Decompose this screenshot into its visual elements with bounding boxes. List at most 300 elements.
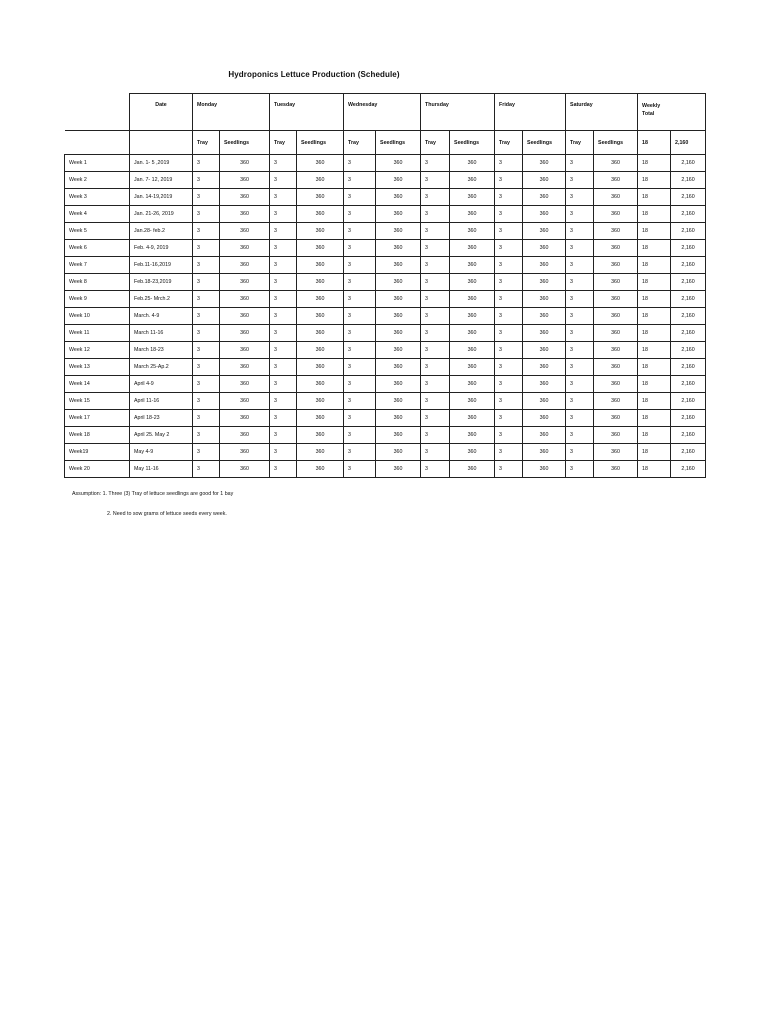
tray-cell: 3 <box>270 359 297 376</box>
seedlings-cell: 360 <box>297 308 344 325</box>
week-cell: Week 6 <box>65 240 130 257</box>
tray-cell: 3 <box>193 410 220 427</box>
seedlings-cell: 360 <box>376 427 421 444</box>
tray-cell: 3 <box>344 427 376 444</box>
total-seedlings-cell: 2,160 <box>671 427 706 444</box>
table-row <box>65 444 706 461</box>
tray-cell: 3 <box>421 410 450 427</box>
seedlings-cell: 360 <box>594 223 638 240</box>
tray-cell: 3 <box>193 172 220 189</box>
tray-cell: 3 <box>495 308 523 325</box>
header-weekly-total-label: Weekly Total <box>642 103 661 117</box>
seedlings-cell: 360 <box>297 206 344 223</box>
tray-cell: 3 <box>270 461 297 478</box>
week-cell: Week 12 <box>65 342 130 359</box>
tray-cell: 3 <box>495 410 523 427</box>
tray-cell: 3 <box>566 189 594 206</box>
seedlings-cell: 360 <box>523 325 566 342</box>
tray-cell: 3 <box>270 223 297 240</box>
week-cell: Week19 <box>65 444 130 461</box>
tray-cell: 3 <box>421 325 450 342</box>
tray-cell: 3 <box>270 257 297 274</box>
tray-cell: 3 <box>566 223 594 240</box>
seedlings-cell: 360 <box>297 189 344 206</box>
table-row <box>65 376 706 393</box>
date-cell: Feb.11-16,2019 <box>130 257 193 274</box>
total-seedlings-cell: 2,160 <box>671 274 706 291</box>
tray-cell: 3 <box>193 189 220 206</box>
tray-cell: 3 <box>421 393 450 410</box>
table-row <box>65 308 706 325</box>
tray-cell: 3 <box>193 291 220 308</box>
seedlings-cell: 360 <box>220 172 270 189</box>
tray-cell: 3 <box>421 172 450 189</box>
seedlings-cell: 360 <box>220 461 270 478</box>
tray-cell: 3 <box>344 223 376 240</box>
total-trays-cell: 18 <box>638 410 671 427</box>
tray-cell: 3 <box>566 257 594 274</box>
date-cell: April 11-16 <box>130 393 193 410</box>
seedlings-cell: 360 <box>220 393 270 410</box>
tray-cell: 3 <box>270 291 297 308</box>
week-cell: Week 5 <box>65 223 130 240</box>
tray-cell: 3 <box>566 427 594 444</box>
tray-cell: 3 <box>495 461 523 478</box>
tray-cell: 3 <box>495 155 523 172</box>
seedlings-cell: 360 <box>523 308 566 325</box>
subheader-tray: Tray <box>566 131 594 155</box>
seedlings-cell: 360 <box>220 427 270 444</box>
tray-cell: 3 <box>566 291 594 308</box>
seedlings-cell: 360 <box>450 325 495 342</box>
seedlings-cell: 360 <box>523 342 566 359</box>
seedlings-cell: 360 <box>450 359 495 376</box>
tray-cell: 3 <box>566 206 594 223</box>
seedlings-cell: 360 <box>594 189 638 206</box>
assumption-note-2: 2. Need to sow grams of lettuce seeds every week. <box>107 511 227 517</box>
total-trays-cell: 18 <box>638 240 671 257</box>
schedule-table <box>64 93 706 478</box>
seedlings-cell: 360 <box>220 444 270 461</box>
header-tuesday: Tuesday <box>270 94 344 131</box>
table-row <box>65 291 706 308</box>
seedlings-cell: 360 <box>220 410 270 427</box>
tray-cell: 3 <box>421 376 450 393</box>
tray-cell: 3 <box>270 427 297 444</box>
total-trays-cell: 18 <box>638 308 671 325</box>
seedlings-cell: 360 <box>376 308 421 325</box>
tray-cell: 3 <box>270 308 297 325</box>
tray-cell: 3 <box>421 274 450 291</box>
tray-cell: 3 <box>495 189 523 206</box>
seedlings-cell: 360 <box>376 257 421 274</box>
week-cell: Week 17 <box>65 410 130 427</box>
seedlings-cell: 360 <box>450 393 495 410</box>
tray-cell: 3 <box>344 325 376 342</box>
seedlings-cell: 360 <box>523 393 566 410</box>
date-cell: Feb.18-23,2019 <box>130 274 193 291</box>
seedlings-cell: 360 <box>297 155 344 172</box>
seedlings-cell: 360 <box>523 274 566 291</box>
total-seedlings-cell: 2,160 <box>671 308 706 325</box>
tray-cell: 3 <box>270 155 297 172</box>
date-cell: Feb. 4-9, 2019 <box>130 240 193 257</box>
tray-cell: 3 <box>193 206 220 223</box>
seedlings-cell: 360 <box>297 444 344 461</box>
seedlings-cell: 360 <box>523 359 566 376</box>
tray-cell: 3 <box>566 308 594 325</box>
total-trays-cell: 18 <box>638 189 671 206</box>
seedlings-cell: 360 <box>220 155 270 172</box>
date-cell: May 4-9 <box>130 444 193 461</box>
subheader-total-seedlings: 2,160 <box>671 131 706 155</box>
total-trays-cell: 18 <box>638 393 671 410</box>
tray-cell: 3 <box>344 189 376 206</box>
table-row <box>65 393 706 410</box>
seedlings-cell: 360 <box>450 461 495 478</box>
tray-cell: 3 <box>495 359 523 376</box>
seedlings-cell: 360 <box>297 393 344 410</box>
seedlings-cell: 360 <box>523 376 566 393</box>
seedlings-cell: 360 <box>594 427 638 444</box>
tray-cell: 3 <box>566 410 594 427</box>
seedlings-cell: 360 <box>376 189 421 206</box>
tray-cell: 3 <box>193 393 220 410</box>
week-cell: Week 7 <box>65 257 130 274</box>
seedlings-cell: 360 <box>450 172 495 189</box>
tray-cell: 3 <box>495 223 523 240</box>
tray-cell: 3 <box>495 393 523 410</box>
total-trays-cell: 18 <box>638 427 671 444</box>
week-cell: Week 10 <box>65 308 130 325</box>
total-seedlings-cell: 2,160 <box>671 257 706 274</box>
seedlings-cell: 360 <box>594 240 638 257</box>
subheader-blank-cell <box>65 131 130 155</box>
seedlings-cell: 360 <box>594 410 638 427</box>
table-row <box>65 461 706 478</box>
seedlings-cell: 360 <box>376 359 421 376</box>
tray-cell: 3 <box>344 342 376 359</box>
seedlings-cell: 360 <box>220 223 270 240</box>
date-cell: March 18-23 <box>130 342 193 359</box>
week-cell: Week 4 <box>65 206 130 223</box>
subheader-seedlings: Seedlings <box>594 131 638 155</box>
date-cell: Jan.28- feb.2 <box>130 223 193 240</box>
seedlings-cell: 360 <box>376 223 421 240</box>
subheader-tray: Tray <box>495 131 523 155</box>
header-date: Date <box>130 94 193 131</box>
tray-cell: 3 <box>566 342 594 359</box>
tray-cell: 3 <box>344 393 376 410</box>
tray-cell: 3 <box>193 240 220 257</box>
seedlings-cell: 360 <box>376 274 421 291</box>
date-cell: March. 4-9 <box>130 308 193 325</box>
week-cell: Week 11 <box>65 325 130 342</box>
table-row <box>65 359 706 376</box>
date-cell: March 11-16 <box>130 325 193 342</box>
tray-cell: 3 <box>270 444 297 461</box>
total-seedlings-cell: 2,160 <box>671 393 706 410</box>
table-row <box>65 223 706 240</box>
tray-cell: 3 <box>344 376 376 393</box>
tray-cell: 3 <box>270 376 297 393</box>
tray-cell: 3 <box>495 376 523 393</box>
subheader-seedlings: Seedlings <box>376 131 421 155</box>
total-seedlings-cell: 2,160 <box>671 172 706 189</box>
seedlings-cell: 360 <box>523 444 566 461</box>
seedlings-cell: 360 <box>376 461 421 478</box>
table-row <box>65 325 706 342</box>
tray-cell: 3 <box>421 308 450 325</box>
total-trays-cell: 18 <box>638 376 671 393</box>
tray-cell: 3 <box>193 359 220 376</box>
tray-cell: 3 <box>566 155 594 172</box>
tray-cell: 3 <box>421 461 450 478</box>
tray-cell: 3 <box>566 240 594 257</box>
total-seedlings-cell: 2,160 <box>671 461 706 478</box>
seedlings-cell: 360 <box>523 155 566 172</box>
seedlings-cell: 360 <box>376 376 421 393</box>
header-saturday: Saturday <box>566 94 638 131</box>
seedlings-cell: 360 <box>297 274 344 291</box>
seedlings-cell: 360 <box>450 223 495 240</box>
date-cell: Jan. 21-26, 2019 <box>130 206 193 223</box>
tray-cell: 3 <box>270 189 297 206</box>
seedlings-cell: 360 <box>450 410 495 427</box>
seedlings-cell: 360 <box>523 410 566 427</box>
table-row <box>65 274 706 291</box>
seedlings-cell: 360 <box>450 427 495 444</box>
tray-cell: 3 <box>193 427 220 444</box>
seedlings-cell: 360 <box>297 223 344 240</box>
seedlings-cell: 360 <box>594 444 638 461</box>
tray-cell: 3 <box>495 444 523 461</box>
tray-cell: 3 <box>495 427 523 444</box>
seedlings-cell: 360 <box>594 359 638 376</box>
total-seedlings-cell: 2,160 <box>671 342 706 359</box>
tray-cell: 3 <box>495 257 523 274</box>
total-trays-cell: 18 <box>638 342 671 359</box>
tray-cell: 3 <box>495 325 523 342</box>
tray-cell: 3 <box>421 240 450 257</box>
total-trays-cell: 18 <box>638 155 671 172</box>
week-cell: Week 18 <box>65 427 130 444</box>
seedlings-cell: 360 <box>594 308 638 325</box>
tray-cell: 3 <box>344 291 376 308</box>
tray-cell: 3 <box>270 410 297 427</box>
total-trays-cell: 18 <box>638 223 671 240</box>
seedlings-cell: 360 <box>297 359 344 376</box>
tray-cell: 3 <box>421 189 450 206</box>
tray-cell: 3 <box>421 223 450 240</box>
seedlings-cell: 360 <box>220 342 270 359</box>
header-thursday: Thursday <box>421 94 495 131</box>
table-row <box>65 342 706 359</box>
tray-cell: 3 <box>495 274 523 291</box>
seedlings-cell: 360 <box>220 291 270 308</box>
seedlings-cell: 360 <box>220 240 270 257</box>
total-trays-cell: 18 <box>638 359 671 376</box>
seedlings-cell: 360 <box>594 172 638 189</box>
tray-cell: 3 <box>270 206 297 223</box>
subheader-total-trays: 18 <box>638 131 671 155</box>
tray-cell: 3 <box>495 342 523 359</box>
total-seedlings-cell: 2,160 <box>671 189 706 206</box>
subheader-seedlings: Seedlings <box>450 131 495 155</box>
page-title: Hydroponics Lettuce Production (Schedule) <box>228 70 400 79</box>
seedlings-cell: 360 <box>523 240 566 257</box>
date-cell: Feb.25- Mrch.2 <box>130 291 193 308</box>
seedlings-cell: 360 <box>450 291 495 308</box>
tray-cell: 3 <box>566 376 594 393</box>
seedlings-cell: 360 <box>297 376 344 393</box>
tray-cell: 3 <box>193 274 220 291</box>
tray-cell: 3 <box>566 393 594 410</box>
seedlings-cell: 360 <box>220 189 270 206</box>
seedlings-cell: 360 <box>297 240 344 257</box>
tray-cell: 3 <box>270 240 297 257</box>
tray-cell: 3 <box>566 325 594 342</box>
assumption-note-1: Assumption: 1. Three (3) Tray of lettuce seedlings are good for 1 bay <box>72 491 234 497</box>
subheader-date-blank <box>130 131 193 155</box>
total-seedlings-cell: 2,160 <box>671 291 706 308</box>
tray-cell: 3 <box>566 172 594 189</box>
table-row <box>65 206 706 223</box>
seedlings-cell: 360 <box>297 291 344 308</box>
date-cell: Jan. 14-19,2019 <box>130 189 193 206</box>
tray-cell: 3 <box>344 308 376 325</box>
seedlings-cell: 360 <box>220 359 270 376</box>
seedlings-cell: 360 <box>297 325 344 342</box>
total-trays-cell: 18 <box>638 274 671 291</box>
seedlings-cell: 360 <box>594 155 638 172</box>
date-cell: April 4-9 <box>130 376 193 393</box>
seedlings-cell: 360 <box>523 206 566 223</box>
tray-cell: 3 <box>344 172 376 189</box>
seedlings-cell: 360 <box>594 206 638 223</box>
seedlings-cell: 360 <box>220 206 270 223</box>
subheader-tray: Tray <box>193 131 220 155</box>
subheader-tray: Tray <box>344 131 376 155</box>
total-seedlings-cell: 2,160 <box>671 359 706 376</box>
tray-cell: 3 <box>344 155 376 172</box>
date-cell: March 25-Ap.2 <box>130 359 193 376</box>
week-cell: Week 8 <box>65 274 130 291</box>
tray-cell: 3 <box>495 240 523 257</box>
tray-cell: 3 <box>566 461 594 478</box>
tray-cell: 3 <box>421 427 450 444</box>
date-cell: April 25. May 2 <box>130 427 193 444</box>
seedlings-cell: 360 <box>523 291 566 308</box>
seedlings-cell: 360 <box>450 155 495 172</box>
tray-cell: 3 <box>270 274 297 291</box>
seedlings-cell: 360 <box>523 223 566 240</box>
date-cell: April 18-23 <box>130 410 193 427</box>
total-seedlings-cell: 2,160 <box>671 240 706 257</box>
tray-cell: 3 <box>193 308 220 325</box>
seedlings-cell: 360 <box>450 274 495 291</box>
seedlings-cell: 360 <box>594 461 638 478</box>
seedlings-cell: 360 <box>376 291 421 308</box>
date-cell: May 11-16 <box>130 461 193 478</box>
seedlings-cell: 360 <box>220 376 270 393</box>
subheader-seedlings: Seedlings <box>297 131 344 155</box>
tray-cell: 3 <box>193 444 220 461</box>
subheader-seedlings: Seedlings <box>220 131 270 155</box>
week-cell: Week 9 <box>65 291 130 308</box>
seedlings-cell: 360 <box>297 461 344 478</box>
tray-cell: 3 <box>566 359 594 376</box>
tray-cell: 3 <box>193 223 220 240</box>
tray-cell: 3 <box>421 342 450 359</box>
tray-cell: 3 <box>566 274 594 291</box>
seedlings-cell: 360 <box>450 257 495 274</box>
tray-cell: 3 <box>344 461 376 478</box>
seedlings-cell: 360 <box>376 240 421 257</box>
tray-cell: 3 <box>344 257 376 274</box>
date-cell: Jan. 1- 5 ,2019 <box>130 155 193 172</box>
total-trays-cell: 18 <box>638 257 671 274</box>
total-seedlings-cell: 2,160 <box>671 444 706 461</box>
seedlings-cell: 360 <box>594 274 638 291</box>
seedlings-cell: 360 <box>376 172 421 189</box>
header-weekly-total <box>638 94 706 131</box>
seedlings-cell: 360 <box>594 257 638 274</box>
total-trays-cell: 18 <box>638 291 671 308</box>
subheader-tray: Tray <box>421 131 450 155</box>
table-row <box>65 427 706 444</box>
header-wednesday: Wednesday <box>344 94 421 131</box>
tray-cell: 3 <box>421 444 450 461</box>
tray-cell: 3 <box>344 410 376 427</box>
seedlings-cell: 360 <box>220 308 270 325</box>
seedlings-cell: 360 <box>297 172 344 189</box>
seedlings-cell: 360 <box>450 189 495 206</box>
tray-cell: 3 <box>193 342 220 359</box>
week-cell: Week 20 <box>65 461 130 478</box>
seedlings-cell: 360 <box>297 410 344 427</box>
tray-cell: 3 <box>495 206 523 223</box>
seedlings-cell: 360 <box>594 393 638 410</box>
total-trays-cell: 18 <box>638 172 671 189</box>
seedlings-cell: 360 <box>450 206 495 223</box>
tray-cell: 3 <box>270 393 297 410</box>
total-seedlings-cell: 2,160 <box>671 206 706 223</box>
tray-cell: 3 <box>344 274 376 291</box>
seedlings-cell: 360 <box>450 444 495 461</box>
table-header-row <box>65 94 706 131</box>
seedlings-cell: 360 <box>376 393 421 410</box>
seedlings-cell: 360 <box>450 308 495 325</box>
table-row <box>65 172 706 189</box>
total-trays-cell: 18 <box>638 461 671 478</box>
tray-cell: 3 <box>421 257 450 274</box>
week-cell: Week 1 <box>65 155 130 172</box>
tray-cell: 3 <box>193 257 220 274</box>
subheader-seedlings: Seedlings <box>523 131 566 155</box>
tray-cell: 3 <box>421 291 450 308</box>
tray-cell: 3 <box>495 172 523 189</box>
header-friday: Friday <box>495 94 566 131</box>
tray-cell: 3 <box>270 325 297 342</box>
total-seedlings-cell: 2,160 <box>671 410 706 427</box>
seedlings-cell: 360 <box>297 427 344 444</box>
seedlings-cell: 360 <box>450 376 495 393</box>
seedlings-cell: 360 <box>376 342 421 359</box>
tray-cell: 3 <box>270 342 297 359</box>
date-cell: Jan. 7- 12, 2019 <box>130 172 193 189</box>
seedlings-cell: 360 <box>376 410 421 427</box>
